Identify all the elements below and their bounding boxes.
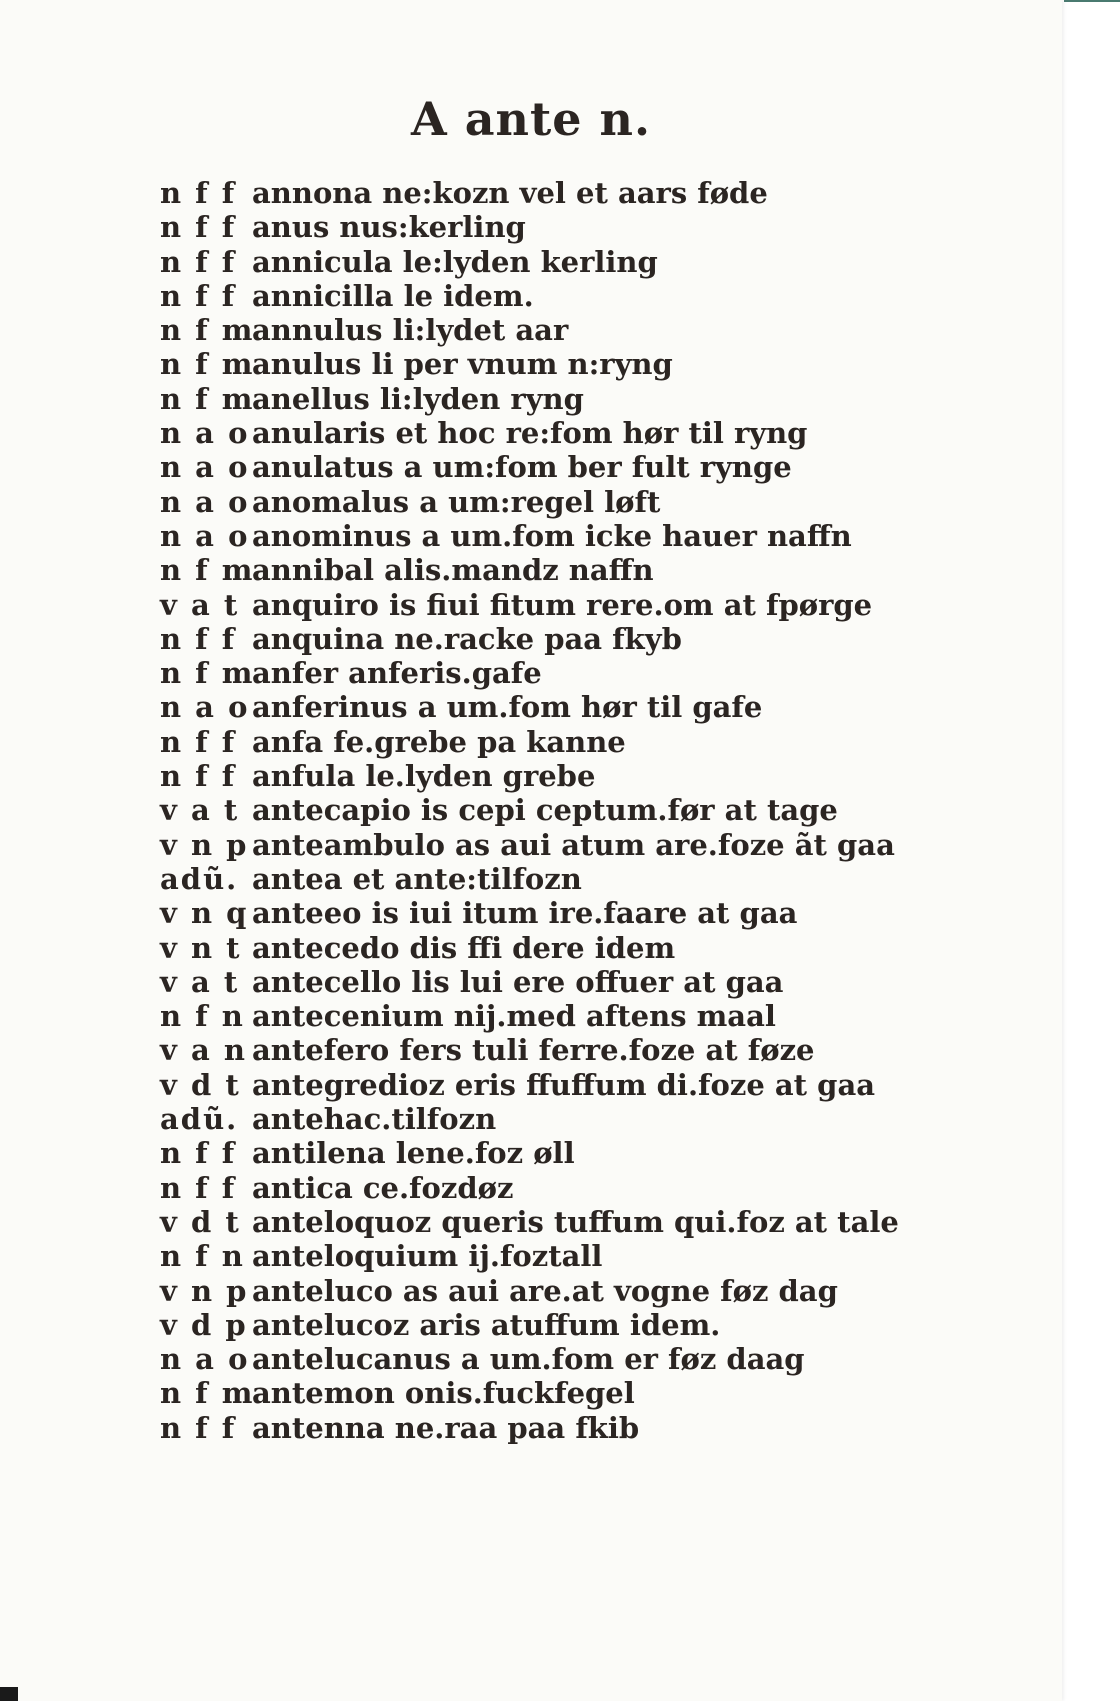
entry-text: anulatus a um:fom ber fult rynge (252, 450, 792, 485)
grammar-code: v n p (160, 1273, 249, 1308)
entry-row (160, 965, 1030, 999)
entry-row (160, 450, 1030, 484)
entry-row (160, 690, 1030, 724)
grammar-code: n f n (160, 1239, 245, 1274)
entry-row (160, 1205, 1030, 1239)
entry-text: anominus a um.fom icke hauer naffn (252, 518, 852, 553)
entry-row (160, 245, 1030, 279)
grammar-code: n a o (160, 484, 250, 519)
entry-text: anquiro is fiui fitum rere.om at fpørge (252, 587, 873, 622)
entry-text: anfula le.lyden grebe (252, 759, 596, 794)
entry-text: anellus li:lyden ryng (252, 381, 584, 416)
grammar-code: n f f (160, 210, 237, 245)
entry-text: antecello lis lui ere offuer at gaa (252, 964, 784, 999)
entry-row (160, 210, 1030, 244)
grammar-code: v n q (160, 896, 249, 931)
entry-text: anomalus a um:regel løft (252, 484, 661, 519)
grammar-code: n f f (160, 1170, 237, 1205)
entry-text: anus nus:kerling (252, 210, 526, 245)
entry-text: anferinus a um.fom hør til gafe (252, 690, 763, 725)
entry-text: antemon onis.fuckfegel (252, 1376, 635, 1411)
entry-text: annicilla le idem. (252, 278, 534, 313)
dictionary-entries (160, 176, 1030, 1445)
entry-row (160, 1308, 1030, 1342)
entry-text: anfer anferis.gafe (252, 656, 542, 691)
entry-text: antecedo dis ffi dere idem (252, 930, 676, 965)
grammar-code: n a o (160, 690, 250, 725)
entry-row (160, 656, 1030, 690)
entry-row (160, 485, 1030, 519)
grammar-code: n f f (160, 759, 237, 794)
entry-text: annicula le:lyden kerling (252, 244, 658, 279)
page-title: A ante n. (411, 92, 651, 146)
entry-row (160, 1274, 1030, 1308)
entry-row (160, 1239, 1030, 1273)
entry-text: antea et ante:tilfozn (252, 861, 582, 896)
grammar-code: n a o (160, 518, 250, 553)
entry-row (160, 382, 1030, 416)
entry-text: anulus li per vnum n:ryng (252, 347, 673, 382)
entry-text: anularis et hoc re:fom hør til ryng (252, 416, 808, 451)
entry-row (160, 896, 1030, 930)
entry-text: antecenium nij.med aftens maal (252, 999, 776, 1034)
entry-row (160, 999, 1030, 1033)
entry-text: anteambulo as aui atum are.foze ãt gaa (252, 827, 895, 862)
entry-row (160, 1068, 1030, 1102)
entry-row (160, 759, 1030, 793)
entry-row (160, 1136, 1030, 1170)
entry-text: annibal alis.mandz naffn (252, 553, 654, 588)
grammar-code: v a t (160, 587, 240, 622)
entry-text: annulus li:lydet aar (252, 313, 569, 348)
entry-text: anfa fe.grebe pa kanne (252, 724, 626, 759)
grammar-code: n f f (160, 1410, 237, 1445)
entry-row (160, 347, 1030, 381)
entry-text: antenna ne.raa paa fkib (252, 1410, 640, 1445)
grammar-code: n f n (160, 999, 245, 1034)
grammar-code: v d t (160, 1204, 241, 1239)
grammar-code: n f m (160, 313, 255, 348)
scan-corner-mark (0, 1687, 18, 1701)
entry-row (160, 176, 1030, 210)
entry-row (160, 725, 1030, 759)
entry-text: anteloquoz queris tuffum qui.foz at tale (252, 1204, 899, 1239)
grammar-code: n f m (160, 553, 255, 588)
grammar-code: n a o (160, 416, 250, 451)
entry-row (160, 1033, 1030, 1067)
grammar-code: n f f (160, 621, 237, 656)
grammar-code: n f f (160, 176, 237, 210)
entry-text: anteluco as aui are.at vogne føz dag (252, 1273, 838, 1308)
grammar-code: adũ. (160, 1102, 239, 1137)
grammar-code: v d t (160, 1067, 241, 1102)
grammar-code: n f f (160, 278, 237, 313)
grammar-code: n f m (160, 656, 255, 691)
grammar-code: n f f (160, 724, 237, 759)
entry-text: antelucoz aris atuffum idem. (252, 1307, 721, 1342)
grammar-code: v d p (160, 1307, 248, 1342)
entry-row (160, 313, 1030, 347)
entry-row (160, 622, 1030, 656)
entry-text: antecapio is cepi ceptum.før at tage (252, 793, 838, 828)
grammar-code: v a t (160, 793, 240, 828)
grammar-code: n f f (160, 244, 237, 279)
entry-row (160, 1411, 1030, 1445)
entry-text: anteeo is iui itum ire.faare at gaa (252, 896, 798, 931)
entry-row (160, 1102, 1030, 1136)
entry-row (160, 862, 1030, 896)
entry-text: antegredioz eris ffuffum di.foze at gaa (252, 1067, 876, 1102)
grammar-code: v a t (160, 964, 240, 999)
entry-text: annona ne:kozn vel et aars føde (252, 176, 768, 210)
entry-text: antica ce.fozdøz (252, 1170, 514, 1205)
entry-text: antehac.tilfozn (252, 1102, 497, 1137)
grammar-code: n f m (160, 381, 255, 416)
entry-row (160, 931, 1030, 965)
grammar-code: n f f (160, 1136, 237, 1171)
grammar-code: n f m (160, 347, 255, 382)
entry-row (160, 416, 1030, 450)
grammar-code: v n p (160, 827, 249, 862)
entry-row (160, 279, 1030, 313)
entry-text: antelucanus a um.fom er føz daag (252, 1342, 805, 1377)
scan-edge-line (1064, 0, 1120, 2)
grammar-code: v a n (160, 1033, 247, 1068)
entry-row (160, 1171, 1030, 1205)
entry-text: antefero fers tuli ferre.foze at føze (252, 1033, 815, 1068)
entry-text: antilena lene.foz øll (252, 1136, 575, 1171)
entry-row (160, 519, 1030, 553)
grammar-code: v n t (160, 930, 242, 965)
entry-row (160, 1376, 1030, 1410)
entry-row (160, 588, 1030, 622)
grammar-code: n a o (160, 1342, 250, 1377)
grammar-code: adũ. (160, 861, 239, 896)
entry-row (160, 1342, 1030, 1376)
entry-row (160, 828, 1030, 862)
entry-row (160, 793, 1030, 827)
entry-text: anteloquium ij.foztall (252, 1239, 603, 1274)
grammar-code: n a o (160, 450, 250, 485)
entry-text: anquina ne.racke paa fkyb (252, 621, 682, 656)
grammar-code: n f m (160, 1376, 255, 1411)
entry-row (160, 553, 1030, 587)
